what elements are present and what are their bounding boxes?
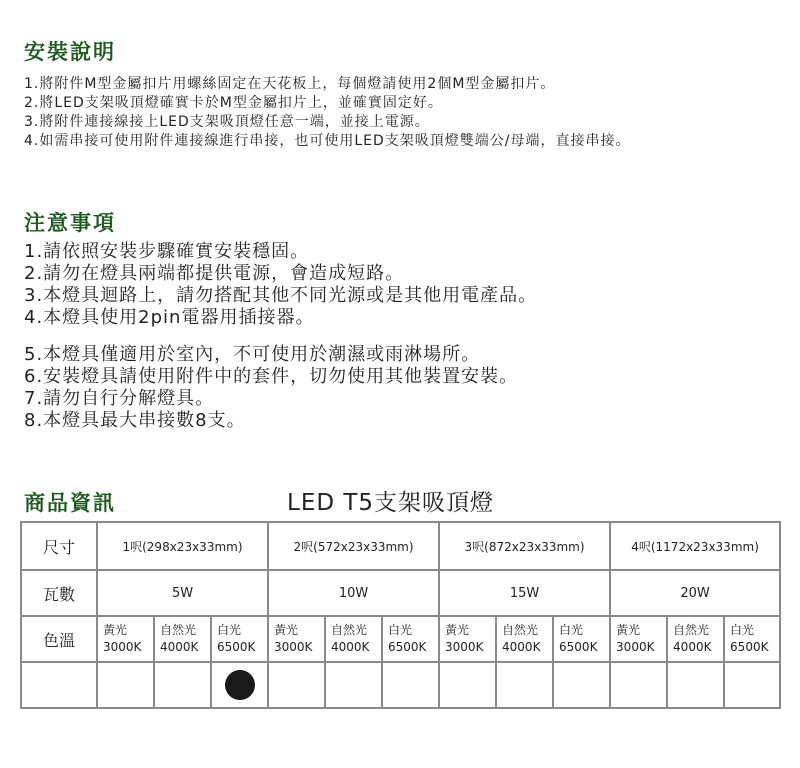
- temp-kelvin: 6500K: [388, 640, 427, 654]
- temp-name: 自然光: [331, 623, 368, 637]
- selection-label-empty: [21, 662, 97, 708]
- size-cell: 1呎(298x23x33mm): [97, 522, 268, 570]
- size-row: [21, 522, 780, 570]
- temp-name: 黃光: [445, 623, 470, 637]
- size-cell: 2呎(572x23x33mm): [268, 522, 439, 570]
- note-item: 3.本燈具迴路上，請勿搭配其他不同光源或是其他用電產品。: [24, 285, 538, 306]
- selection-cell: [496, 662, 553, 708]
- temp-kelvin: 6500K: [559, 640, 598, 654]
- color-temp-cell: [667, 616, 724, 662]
- color-temp-cell: [211, 616, 268, 662]
- temp-kelvin: 4000K: [331, 640, 370, 654]
- note-item: 1.請依照安裝步驟確實安裝穩固。: [24, 241, 310, 262]
- selected-marker-dot: [225, 670, 255, 700]
- selection-cell: [610, 662, 667, 708]
- temp-kelvin: 3000K: [445, 640, 484, 654]
- selection-cell: [439, 662, 496, 708]
- selection-cell: [667, 662, 724, 708]
- selection-cell: [724, 662, 780, 708]
- temp-name: 白光: [388, 623, 413, 637]
- color-temp-cell: [325, 616, 382, 662]
- temp-name: 白光: [730, 623, 755, 637]
- selection-cell: [211, 662, 268, 708]
- color-temp-cell: [724, 616, 780, 662]
- temp-kelvin: 3000K: [103, 640, 142, 654]
- color-temp-cell: [154, 616, 211, 662]
- spec-table: [20, 521, 781, 709]
- note-item: 4.本燈具使用2pin電器用插接器。: [24, 307, 315, 328]
- selection-row: [21, 662, 780, 708]
- size-cell: 4呎(1172x23x33mm): [610, 522, 780, 570]
- temp-kelvin: 4000K: [160, 640, 199, 654]
- color-temp-cell: [610, 616, 667, 662]
- note-item: 5.本燈具僅適用於室內，不可使用於潮濕或雨淋場所。: [24, 344, 481, 365]
- installation-heading: 安裝說明: [24, 40, 116, 64]
- temp-kelvin: 3000K: [616, 640, 655, 654]
- size-cell: 3呎(872x23x33mm): [439, 522, 610, 570]
- temp-kelvin: 3000K: [274, 640, 313, 654]
- color-temp-row: [21, 616, 780, 662]
- size-label: 尺寸: [21, 522, 97, 570]
- wattage-cell: 5W: [97, 570, 268, 616]
- product-heading: 商品資訊: [24, 491, 116, 515]
- notes-list-part2: [24, 344, 518, 432]
- wattage-label: 瓦數: [21, 570, 97, 616]
- note-item: 6.安裝燈具請使用附件中的套件，切勿使用其他裝置安裝。: [24, 366, 519, 387]
- installation-step: 3.將附件連接線接上LED支架吸頂燈任意一端，並接上電源。: [24, 114, 430, 130]
- selection-cell: [154, 662, 211, 708]
- wattage-cell: 10W: [268, 570, 439, 616]
- installation-steps: [24, 75, 631, 151]
- wattage-row: [21, 570, 780, 616]
- temp-name: 自然光: [673, 623, 710, 637]
- temp-name: 黃光: [274, 623, 299, 637]
- note-item: 8.本燈具最大串接數8支。: [24, 410, 246, 431]
- selection-cell: [553, 662, 610, 708]
- note-item: 2.請勿在燈具兩端都提供電源，會造成短路。: [24, 263, 405, 284]
- product-title: LED T5支架吸頂燈: [287, 490, 495, 516]
- temp-kelvin: 6500K: [217, 640, 256, 654]
- temp-kelvin: 6500K: [730, 640, 769, 654]
- color-temp-cell: [97, 616, 154, 662]
- color-temp-cell: [439, 616, 496, 662]
- temp-name: 自然光: [502, 623, 539, 637]
- installation-step: 2.將LED支架吸頂燈確實卡於M型金屬扣片上，並確實固定好。: [24, 95, 443, 111]
- temp-name: 自然光: [160, 623, 197, 637]
- temp-name: 白光: [217, 623, 242, 637]
- color-temp-cell: [553, 616, 610, 662]
- temp-name: 白光: [559, 623, 584, 637]
- notes-heading: 注意事項: [24, 211, 116, 235]
- color-temp-cell: [268, 616, 325, 662]
- temp-kelvin: 4000K: [673, 640, 712, 654]
- notes-list-part1: [24, 241, 537, 329]
- installation-step: 1.將附件M型金屬扣片用螺絲固定在天花板上，每個燈請使用2個M型金屬扣片。: [24, 76, 556, 92]
- selection-cell: [382, 662, 439, 708]
- temp-kelvin: 4000K: [502, 640, 541, 654]
- selection-cell: [97, 662, 154, 708]
- selection-cell: [268, 662, 325, 708]
- wattage-cell: 15W: [439, 570, 610, 616]
- selection-cell: [325, 662, 382, 708]
- temp-name: 黃光: [616, 623, 641, 637]
- temp-name: 黃光: [103, 623, 128, 637]
- color-temp-label: 色溫: [21, 616, 97, 662]
- wattage-cell: 20W: [610, 570, 780, 616]
- note-item: 7.請勿自行分解燈具。: [24, 388, 215, 409]
- color-temp-cell: [382, 616, 439, 662]
- installation-step: 4.如需串接可使用附件連接線進行串接，也可使用LED支架吸頂燈雙端公/母端，直接串接。: [24, 133, 631, 149]
- color-temp-cell: [496, 616, 553, 662]
